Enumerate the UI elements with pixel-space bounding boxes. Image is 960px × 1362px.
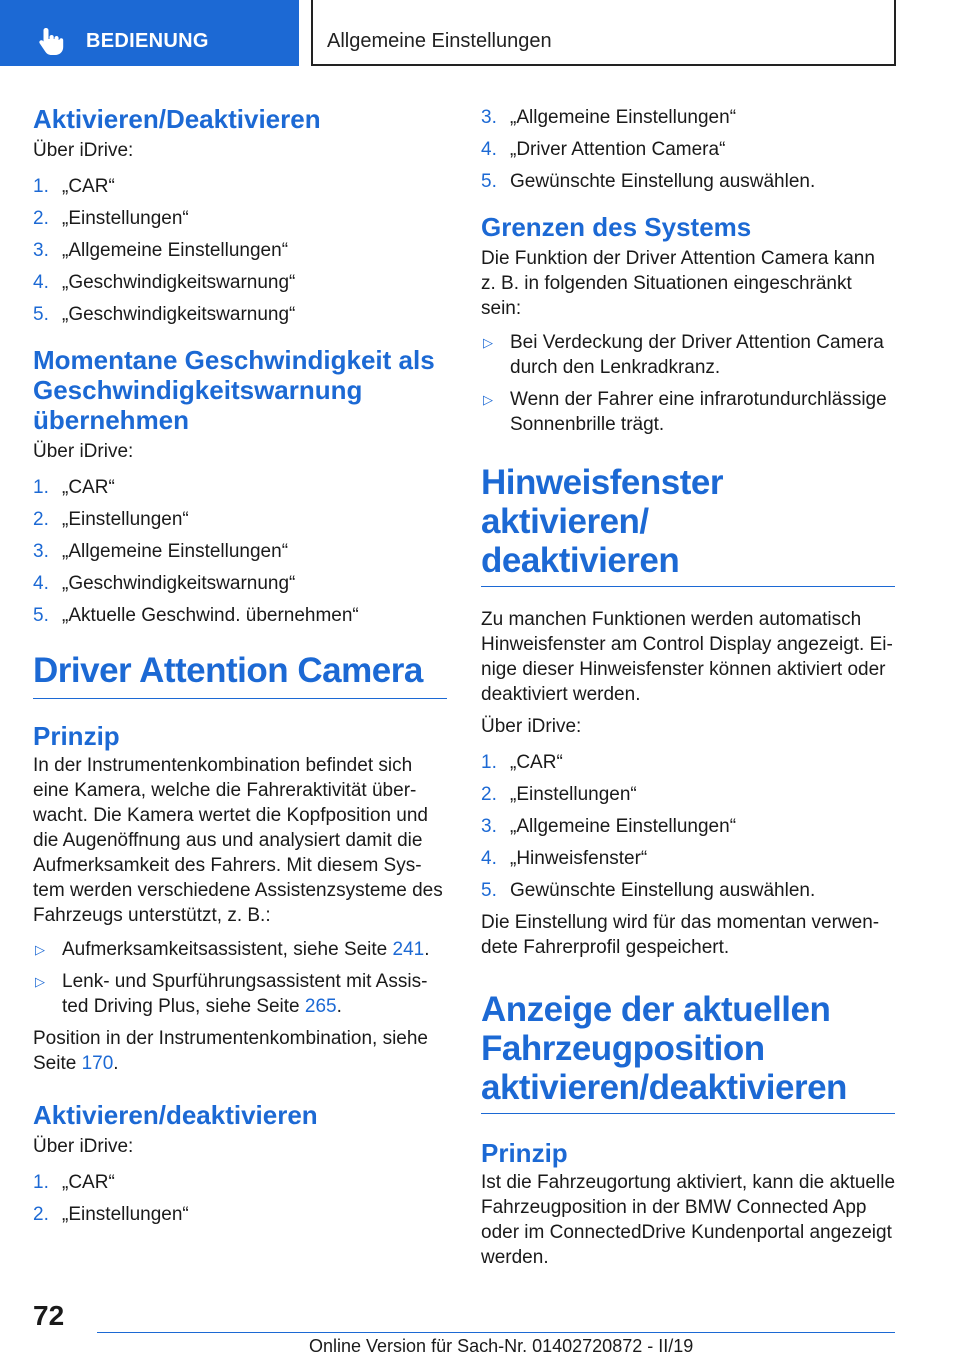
intro-text: Über iDrive: [481,716,582,737]
hand-pointer-icon [37,26,65,56]
list-item: 1. „CAR“ [33,1172,115,1193]
page-link[interactable]: 265 [304,996,337,1017]
list-item: 5. Gewünschte Einstellung auswählen. [481,880,816,901]
list-item: 3. „Allgemeine Einstellungen“ [481,816,737,837]
chapter-tab-label: BEDIENUNG [86,30,209,52]
list-item: 5. „Geschwindigkeitswarnung“ [33,304,296,325]
list-item: 2. „Einstellungen“ [33,509,189,530]
footer-divider [97,1332,895,1333]
section-title: Aktivieren/deaktivieren [33,1100,318,1130]
list-item: 1. „CAR“ [33,176,115,197]
list-item: ▷ Aufmerksamkeitsassistent, siehe Seite 241. [35,939,430,960]
paragraph: Die Funktion der Driver Attention Camera kann z. B. in folgenden Situationen eingeschränkt sein: [481,248,875,319]
right-column [481,98,895,1270]
section-title: Grenzen des Systems [481,212,752,242]
paragraph: Ist die Fahrzeugortung aktiviert, kann die aktuelle Fahrzeugposition in der BMW Connected App oder im ConnectedDrive Kundenportal angezeigt werden. [481,1172,896,1268]
section-title: Prinzip [481,1138,568,1168]
steps-list [33,475,447,628]
list-item: 2. „Einstellungen“ [33,208,189,229]
chapter-title: Hinweisfenster aktivieren/ deaktivieren [481,463,895,587]
list-item: 5. „Aktuelle Geschwind. übernehmen“ [33,605,359,626]
steps-list [33,174,447,327]
intro-text: Über iDrive: [33,441,134,462]
intro-text: Über iDrive: [33,140,134,161]
page-number: 72 [33,1300,65,1331]
list-item: 2. „Einstellungen“ [481,784,637,805]
list-item: 3. „Allgemeine Einstellungen“ [33,240,289,261]
list-item: 4. „Hinweisfenster“ [481,848,648,869]
section-title: Momentane Geschwindigkeit als Geschwindigkeitswarnung übernehmen [33,345,435,435]
list-item: 3. „Allgemeine Einstellungen“ [481,107,737,128]
page-link[interactable]: 241 [392,939,425,960]
list-item: 3. „Allgemeine Einstellungen“ [33,541,289,562]
steps-list [481,105,895,194]
paragraph: Zu manchen Funktionen werden automatisch Hinweisfenster am Control Display angezeigt. Ei- nige dieser Hinweisfenster können aktiviert oder deaktiviert werden. [481,609,893,705]
list-item: 1. „CAR“ [481,752,563,773]
intro-text: Über iDrive: [33,1136,134,1157]
section-title: Aktivieren/Deaktivieren [33,104,321,134]
chapter-title: Driver Attention Camera [33,651,447,699]
chapter-tab[interactable] [0,0,299,66]
list-item: ▷ Bei Verdeckung der Driver Attention Camera durch den Lenkradkranz. [483,332,884,378]
section-title: Prinzip [33,721,120,751]
list-item: 4. „Geschwindigkeitswarnung“ [33,272,296,293]
paragraph: Position in der Instrumentenkombination, siehe Seite 170. [33,1028,429,1074]
steps-list [33,1170,447,1227]
list-item: 1. „CAR“ [33,477,115,498]
list-item: 2. „Einstellungen“ [33,1204,189,1225]
bullet-list [481,330,895,437]
paragraph: In der Instrumentenkombination befindet sich eine Kamera, welche die Fahreraktivität über- wacht. Die Kamera wertet die Kopfposition und die Augenöffnung aus und analysiert damit die Aufmerksamkeit des Fahrers. Mit diesem Sys- tem werden verschiedene Assistenzsysteme des Fahrzeugs unterstützt, z. B.: [33,755,443,926]
list-item: ▷ Lenk- und Spurführungsassistent mit Assis- ted Driving Plus, siehe Seite 265. [35,971,428,1017]
chapter-title: Anzeige der aktuellen Fahrzeugposition aktivieren/deaktivieren [481,990,895,1114]
list-item: 4. „Driver Attention Camera“ [481,139,726,160]
list-item: 5. Gewünschte Einstellung auswählen. [481,171,816,192]
breadcrumb-label: Allgemeine Einstellungen [327,30,552,52]
footer-text: Online Version für Sach-Nr. 01402720872 - II/19 [309,1336,694,1356]
breadcrumb [311,0,896,66]
page-header [0,0,960,66]
list-item: 4. „Geschwindigkeitswarnung“ [33,573,296,594]
left-column [33,98,447,1234]
steps-list [481,750,895,903]
bullet-list [33,937,447,1019]
paragraph: Die Einstellung wird für das momentan verwen- dete Fahrerprofil gespeichert. [481,912,880,958]
page-link[interactable]: 170 [81,1053,114,1074]
list-item: ▷ Wenn der Fahrer eine infrarotundurchlässige Sonnenbrille trägt. [483,389,887,435]
